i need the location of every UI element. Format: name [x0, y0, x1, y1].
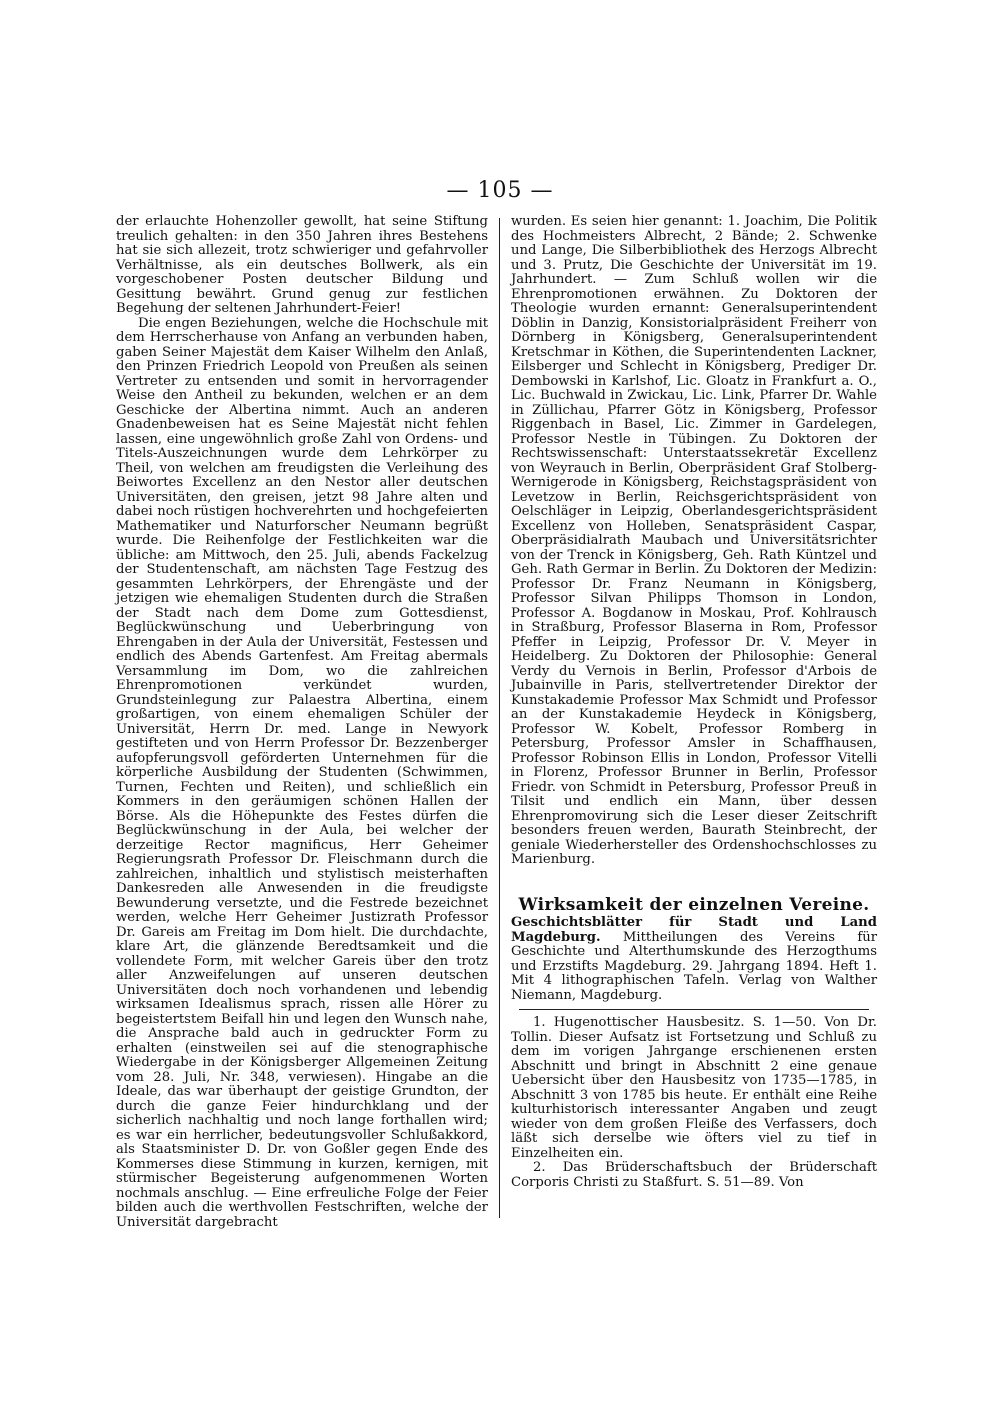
article-item-2: 2. Das Brüderschaftsbuch der Brüderschaft Corporis Christi zu Staßfurt. S. 51—89. Von: [511, 1160, 877, 1190]
left-column: [116, 215, 488, 1230]
journal-title: Geschichtsblätter für Stadt und Land Magdeburg.: [511, 915, 877, 945]
right-paragraph-1: wurden. Es seien hier genannt: 1. Joachim, Die Politik des Hochmeisters Albrecht, 2 Bände; 2. Schwenke und Lange, Die Silberbibliothek des Herzogs Albrecht und 3. Prutz, Die Geschichte der Universität im 19. Jahrhundert. — Zum Schluß wollen wir die Ehrenpromotionen erwähnen. Zu Doktoren der Theologie wurden ernannt: Generalsuperintendent Döblin in Danzig, Konsistorialpräsident Freiherr von Dörnberg in Königsberg, Generalsuperintendent Kretschmar in Köthen, die Superintendenten Lackner, Eilsberger und Schlecht in Königsberg, Prediger Dr. Dembowski in Karlshof, Lic. Gloatz in Frankfurt a. O., Lic. Buchwald in Zwickau, Lic. Link, Pfarrer Dr. Wahle in Züllichau, Pfarrer Götz in Königsberg, Professor Riggenbach in Basel, Lic. Zimmer in Gardelegen, Professor Nestle in Tübingen. Zu Doktoren der Rechtswissenschaft: Unterstaatssekretär Excellenz von Weyrauch in Berlin, Oberpräsident Graf Stolberg-Wernigerode in Königsberg, Reichstagspräsident von Levetzow in Berlin, Reichsgerichtspräsident von Oelschläger in Leipzig, Oberlandesgerichtspräsident Excellenz von Holleben, Senatspräsident Caspar, Oberpräsidialrath Maubach und Universitätsrichter von der Trenck in Königsberg, Geh. Rath Küntzel und Geh. Rath Germar in Berlin. Zu Doktoren der Medizin: Professor Dr. Franz Neumann in Königsberg, Professor Silvan Philipps Thomson in London, Professor A. Bogdanow in Moskau, Prof. Kohlrausch in Straßburg, Professor Blaserna in Rom, Professor Pfeffer in Leipzig, Professor Dr. V. Meyer in Heidelberg. Zu Doktoren der Philosophie: General Verdy du Vernois in Berlin, Professor d'Arbois de Jubainville in Paris, stellvertretender Direktor der Kunstakademie Professor Max Schmidt und Professor an der Kunstakademie Heydeck in Königsberg, Professor W. Kobelt, Professor Romberg in Petersburg, Professor Amsler in Schaffhausen, Professor Robinson Ellis in London, Professor Vitelli in Florenz, Professor Brunner in Berlin, Professor Friedr. von Schmidt in Petersburg, Professor Preuß in Tilsit und endlich ein Mann, über dessen Ehrenpromovirung sich die Leser dieser Zeitschrift besonders freuen werden, Baurath Steinbrecht, der geniale Wiederhersteller des Ordenshochschlosses zu Marienburg.: [511, 214, 878, 867]
section-rule: [519, 1009, 869, 1010]
article-item-1: 1. Hugenottischer Hausbesitz. S. 1—50. Von Dr. Tollin. Dieser Aufsatz ist Fortsetzung und Schluß zu dem im vorigen Jahrgange erschienenen ersten Abschnitt und bringt in Abschnitt 2 eine genaue Uebersicht über den Hausbesitz von 1735—1785, in Abschnitt 3 von 1785 bis heute. Er enthält eine Reihe kulturhistorisch interessanter Angaben und zeugt wieder von dem großen Fleiße des Verfassers, doch läßt sich derselbe wie öfters viel zu tief in Einzelheiten ein.: [511, 1015, 877, 1161]
journal-details: Mittheilungen des Vereins für Geschichte und Alterthumskunde des Herzogthums und Erzstifts Magdeburg. 29. Jahrgang 1894. Heft 1. Mit 4 lithographischen Tafeln. Verlag von Walther Niemann, Magdeburg.: [511, 929, 877, 1003]
page-number: — 105 —: [446, 178, 554, 203]
journal-entry: [511, 916, 877, 1003]
left-paragraph-1: der erlauchte Hohenzoller gewollt, hat seine Stiftung treulich gehalten: in den 350 Jahren ihres Bestehens hat sie sich allezeit, trotz schwieriger und gefahrvoller Verhältnisse, als ein deutsches Bollwerk, als ein vorgeschobener Posten deutscher Bildung und Gesittung bewährt. Grund genug zur festlichen Begehung der seltenen Jahrhundert-Feier!: [116, 214, 488, 316]
left-paragraph-2: Die engen Beziehungen, welche die Hochschule mit dem Herrscherhause von Anfang an verbunden haben, gaben Seiner Majestät dem Kaiser Wilhelm den Anlaß, den Prinzen Friedrich Leopold von Preußen als seinen Vertreter zu entsenden und somit in hervorragender Weise den Antheil zu bekunden, welchen er an dem Geschicke der Albertina nimmt. Auch an anderen Gnadenbeweisen hat es Seine Majestät nicht fehlen lassen, eine ungewöhnlich große Zahl von Ordens- und Titels-Auszeichnungen wurde dem Lehrkörper zu Theil, von welchen am freudigsten die Verleihung des Beiwortes Excellenz an den Nestor aller deutschen Universitäten, den greisen, jetzt 98 Jahre alten und dabei noch rüstigen hochverehrten und hochgefeierten Mathematiker und Naturforscher Neumann begrüßt wurde. Die Reihenfolge der Festlichkeiten war die übliche: am Mittwoch, den 25. Juli, abends Fackelzug der Studentenschaft, am nächsten Tage Festzug des gesammten Lehrkörpers, der Ehrengäste und der jetzigen wie ehemaligen Studenten durch die Straßen der Stadt nach dem Dome zum Gottesdienst, Beglückwünschung und Ueberbringung von Ehrengaben in der Aula der Universität, Festessen und endlich des Abends Gartenfest. Am Freitag abermals Versammlung im Dom, wo die zahlreichen Ehrenpromotionen verkündet wurden, Grundsteinlegung zur Palaestra Albertina, einem großartigen, von einem ehemaligen Schüler der Universität, Herrn Dr. med. Lange in Newyork gestifteten und von Herrn Professor Dr. Bezzenberger aufopferungsvoll geförderten Unternehmen für die körperliche Ausbildung der Studenten (Schwimmen, Turnen, Fechten und Reiten), und schließlich ein Kommers in den geräumigen schönen Hallen der Börse. Als die Höhepunkte des Festes dürfen die Beglückwünschung in der Aula, bei welcher der derzeitige Rector magnificus, Herr Geheimer Regierungsrath Professor Dr. Fleischmann durch die zahlreichen, inhaltlich und stylistisch meisterhaften Dankesreden alle Anwesenden in die freudigste Bewunderung versetzte, und die Festrede bezeichnet werden, welche Herr Geheimer Justizrath Professor Dr. Gareis am Freitag im Dom hielt. Die durchdachte, klare Art, die glänzende Beredtsamkeit und die vollendete Form, mit welcher Gareis über den trotz aller Anzweifelungen auf unseren deutschen Universitäten doch noch vorhandenen und lebendig wirksamen Idealismus sprach, rissen alle Hörer zu begeistertstem Beifall hin und legen den Wunsch nahe, die Ansprache bald auch in gedruckter Form zu erhalten (einstweilen sei auf die stenographische Wiedergabe in der Königsberger Allgemeinen Zeitung vom 28. Juli, Nr. 348, verwiesen). Hingabe an die Ideale, das war überhaupt der geistige Grundton, der durch die ganze Feier hindurchklang und der sicherlich nachhaltig und noch lange forthallen wird; es war ein herrlicher, bedeutungsvoller Schlußakkord, als Staatsminister D. Dr. von Goßler gegen Ende des Kommerses diese Stimmung in kurzen, kernigen, mit stürmischer Begeisterung aufgenommenen Worten nochmals anschlug. — Eine erfreuliche Folge der Feier bilden auch die werthvollen Festschriften, welche der Universität dargebracht: [116, 315, 488, 1230]
right-column: [511, 215, 877, 1190]
column-divider: [499, 218, 500, 1218]
section-title: Wirksamkeit der einzelnen Vereine.: [518, 894, 870, 915]
